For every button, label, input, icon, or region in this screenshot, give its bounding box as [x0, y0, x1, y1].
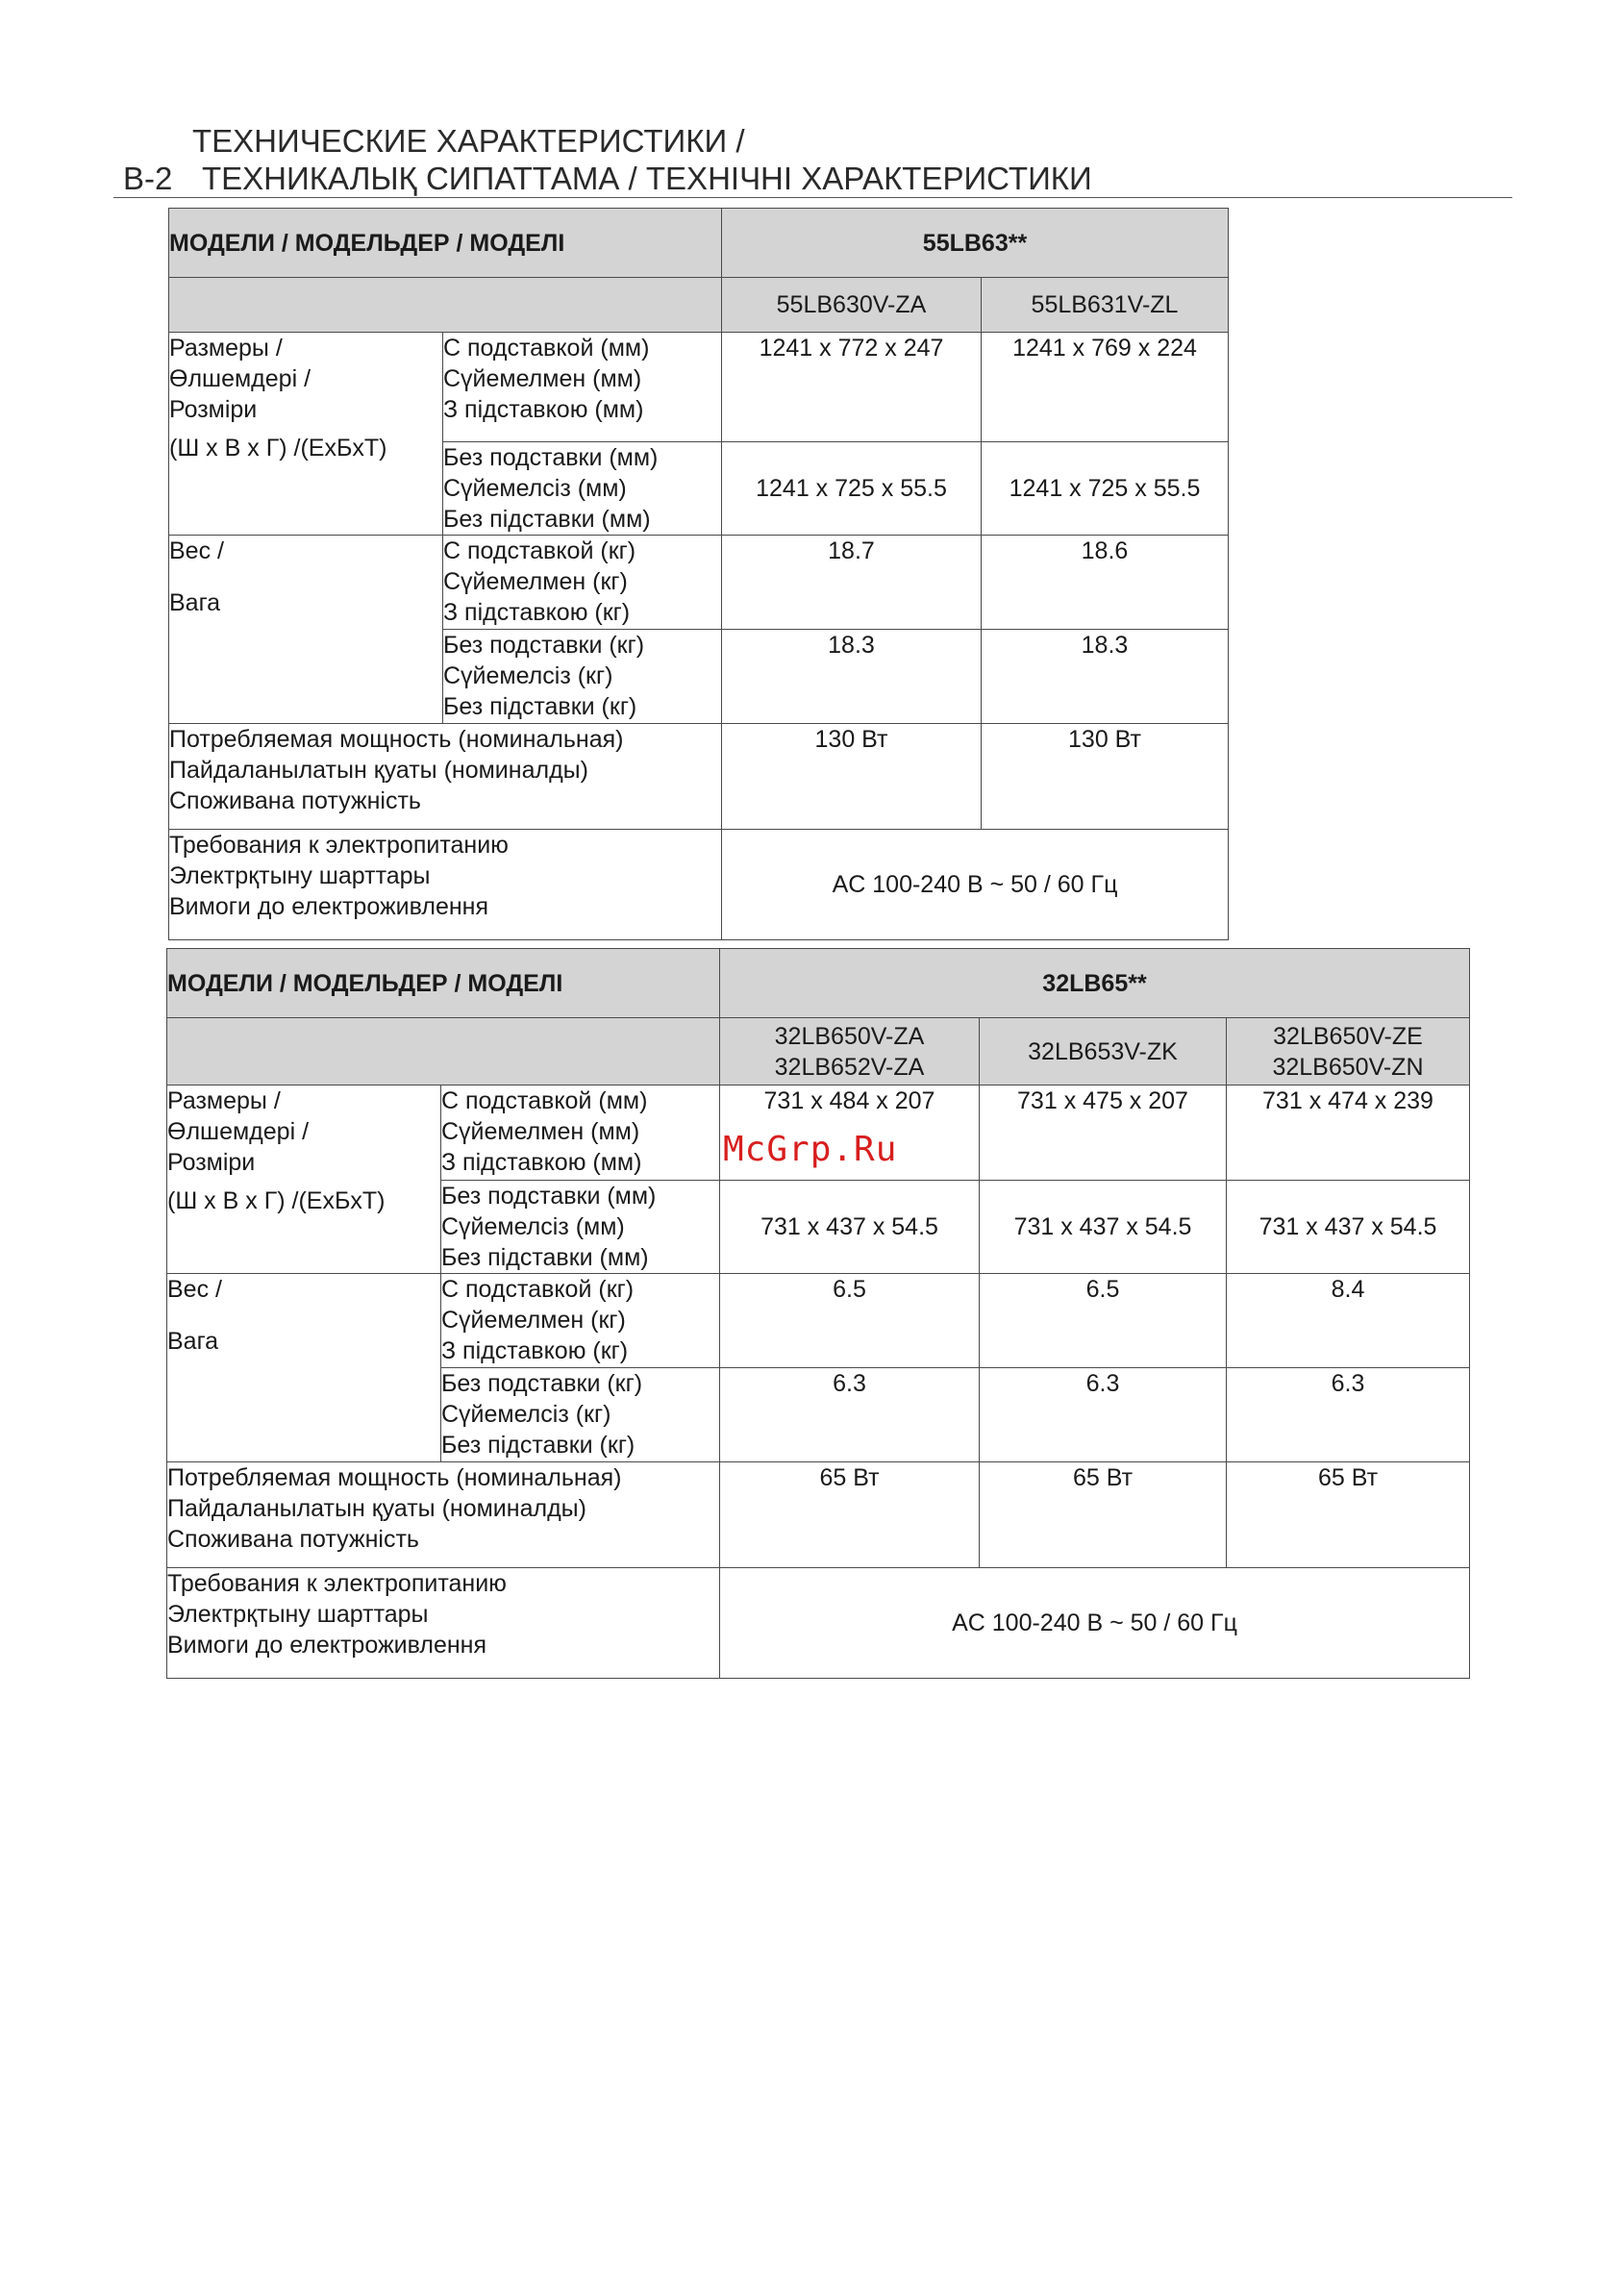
value-cell: 18.7 [722, 536, 982, 630]
supply-label: Требования к электропитанию Электрқтыну шарттары Вимоги до електроживлення [167, 1568, 720, 1679]
value-cell: 8.4 [1227, 1274, 1470, 1368]
models-subheader-empty [167, 1018, 720, 1086]
models-header: МОДЕЛИ / МОДЕЛЬДЕР / МОДЕЛІ [167, 949, 720, 1018]
power-label: Потребляемая мощность (номинальная) Пайдаланылатын қуаты (номиналды) Споживана потужність [167, 1462, 720, 1568]
value-cell: 18.6 [982, 536, 1229, 630]
value-cell: 65 Вт [720, 1462, 980, 1568]
value-cell: 1241 x 772 x 247 [722, 333, 982, 442]
with-stand-kg-label: С подставкой (кг) Сүйемелмен (кг) З підставкою (кг) [443, 536, 722, 630]
value-cell: 65 Вт [980, 1462, 1227, 1568]
model-cell: 32LB650V-ZA 32LB652V-ZA [720, 1018, 980, 1086]
model-cell: 32LB650V-ZE 32LB650V-ZN [1227, 1018, 1470, 1086]
without-stand-kg-label: Без подставки (кг) Сүйемелсіз (кг) Без підставки (кг) [443, 630, 722, 724]
header-title-line1: ТЕХНИЧЕСКИЕ ХАРАКТЕРИСТИКИ / [192, 123, 745, 159]
page-number: В-2 [123, 161, 173, 196]
without-stand-kg-label: Без подставки (кг) Сүйемелсіз (кг) Без підставки (кг) [441, 1368, 720, 1462]
value-cell: 731 x 474 x 239 [1227, 1086, 1470, 1181]
size-label: Размеры / Өлшемдері / Розміри (Ш x В x Г) /(ЕxБxТ) [167, 1086, 441, 1274]
value-cell: 6.3 [1227, 1368, 1470, 1462]
models-subheader-empty [169, 278, 722, 333]
value-cell: 731 x 437 x 54.5 [980, 1181, 1227, 1274]
series-header: 32LB65** [720, 949, 1470, 1018]
value-cell: 18.3 [722, 630, 982, 724]
value-cell: 6.3 [720, 1368, 980, 1462]
header-title-line2: ТЕХНИКАЛЫҚ СИПАТТАМА / ТЕХНІЧНІ ХАРАКТЕРИСТИКИ [202, 161, 1092, 196]
weight-label: Вес / Вага [169, 536, 443, 724]
page-header [0, 0, 1620, 202]
spec-table-32lb65 [166, 948, 1470, 1679]
weight-label: Вес / Вага [167, 1274, 441, 1462]
model-cell: 55LB631V-ZL [982, 278, 1229, 333]
watermark: McGrp.Ru [723, 1130, 898, 1169]
with-stand-mm-label: С подставкой (мм) Сүйемелмен (мм) З підставкою (мм) [443, 333, 722, 442]
value-cell: AC 100-240 В ~ 50 / 60 Гц [722, 830, 1229, 940]
value-cell: 6.3 [980, 1368, 1227, 1462]
value-cell: 130 Вт [722, 724, 982, 830]
value-cell: 6.5 [720, 1274, 980, 1368]
value-cell: 1241 x 769 x 224 [982, 333, 1229, 442]
value-cell: 731 x 437 x 54.5 [720, 1181, 980, 1274]
without-stand-mm-label: Без подставки (мм) Сүйемелсіз (мм) Без підставки (мм) [443, 442, 722, 536]
value-cell: 65 Вт [1227, 1462, 1470, 1568]
header-rule [113, 197, 1512, 198]
without-stand-mm-label: Без подставки (мм) Сүйемелсіз (мм) Без підставки (мм) [441, 1181, 720, 1274]
value-cell: 731 x 484 x 207 [720, 1086, 980, 1181]
size-label: Размеры / Өлшемдері / Розміри (Ш x В x Г) /(ЕxБxТ) [169, 333, 443, 536]
with-stand-mm-label: С подставкой (мм) Сүйемелмен (мм) З підставкою (мм) [441, 1086, 720, 1181]
series-header: 55LB63** [722, 209, 1229, 278]
value-cell: 130 Вт [982, 724, 1229, 830]
value-cell: 18.3 [982, 630, 1229, 724]
value-cell: 1241 x 725 x 55.5 [982, 442, 1229, 536]
model-cell: 55LB630V-ZA [722, 278, 982, 333]
power-label: Потребляемая мощность (номинальная) Пайдаланылатын қуаты (номиналды) Споживана потужність [169, 724, 722, 830]
value-cell: 731 x 437 x 54.5 [1227, 1181, 1470, 1274]
value-cell: AC 100-240 В ~ 50 / 60 Гц [720, 1568, 1470, 1679]
value-cell: 731 x 475 x 207 [980, 1086, 1227, 1181]
value-cell: 6.5 [980, 1274, 1227, 1368]
with-stand-kg-label: С подставкой (кг) Сүйемелмен (кг) З підставкою (кг) [441, 1274, 720, 1368]
spec-table-55lb63 [168, 208, 1229, 940]
model-cell: 32LB653V-ZK [980, 1018, 1227, 1086]
supply-label: Требования к электропитанию Электрқтыну шарттары Вимоги до електроживлення [169, 830, 722, 940]
models-header: МОДЕЛИ / МОДЕЛЬДЕР / МОДЕЛІ [169, 209, 722, 278]
value-cell: 1241 x 725 x 55.5 [722, 442, 982, 536]
